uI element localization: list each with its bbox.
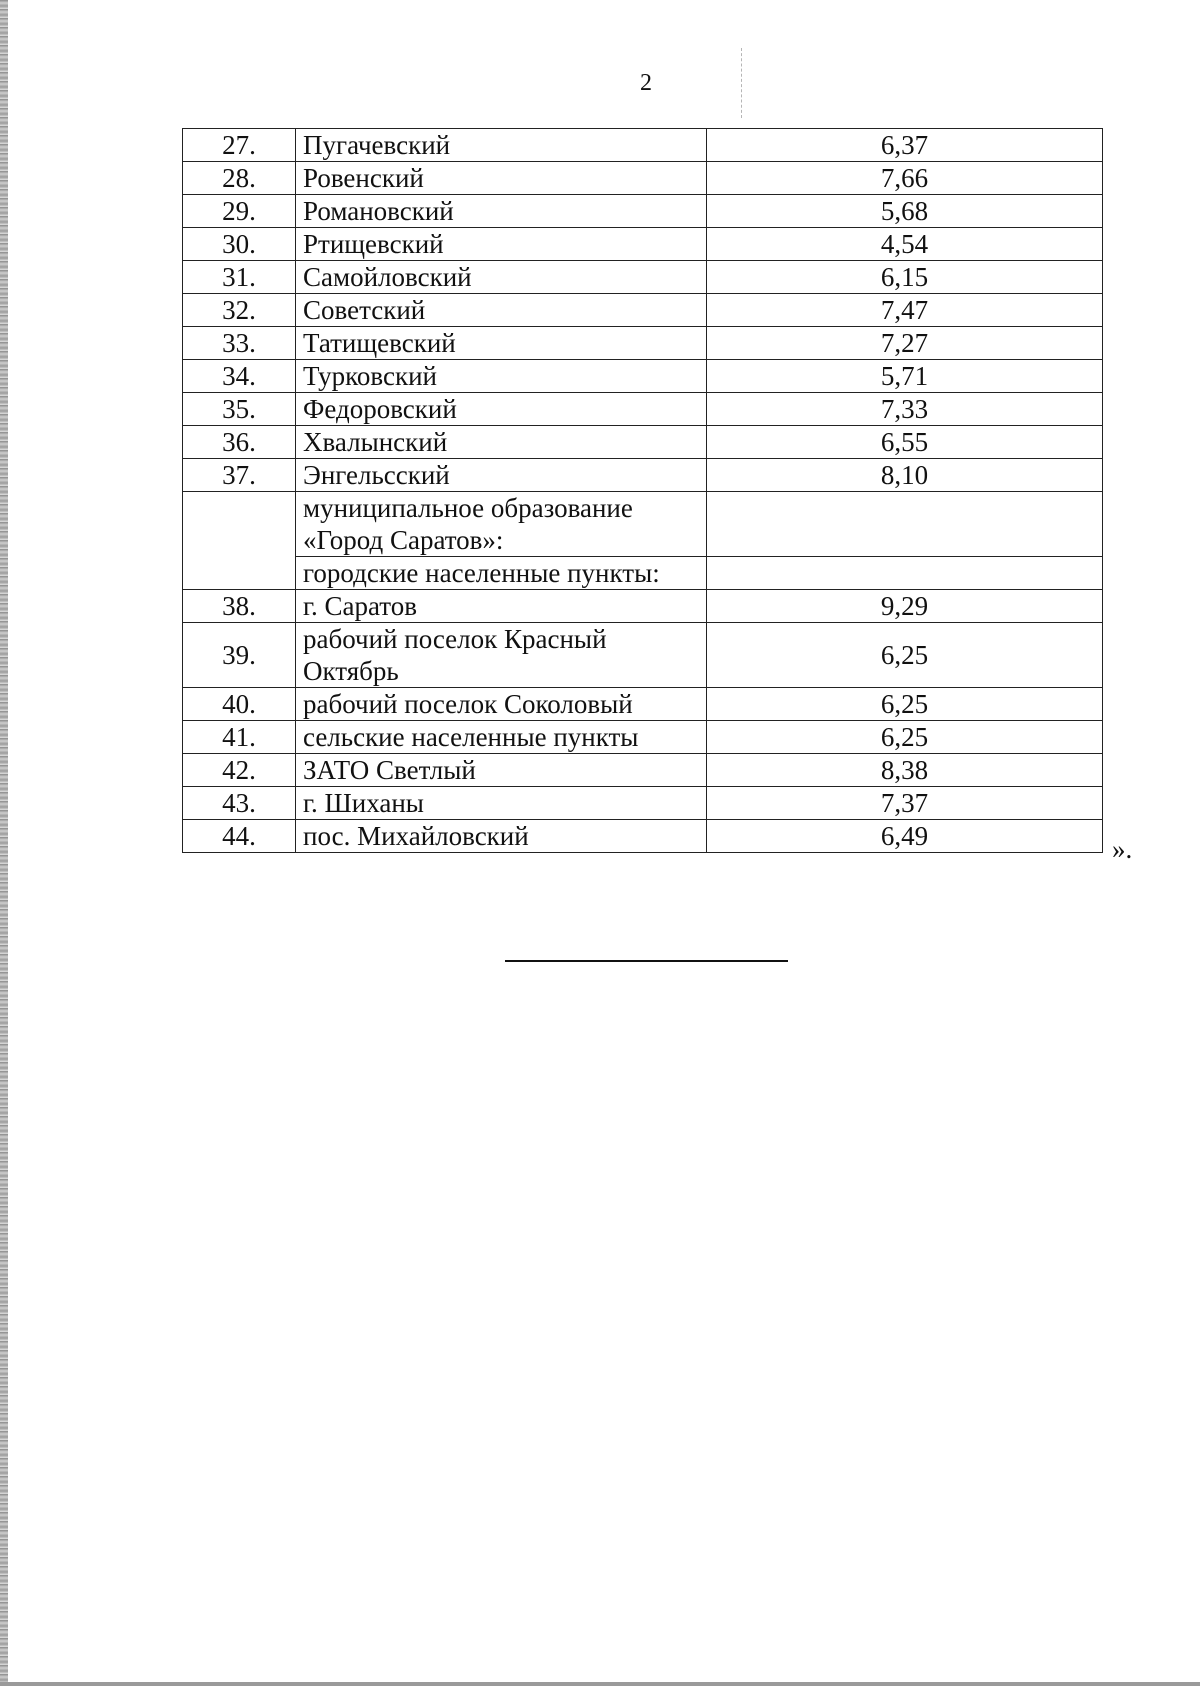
- row-number: 32.: [183, 294, 296, 327]
- row-number: 36.: [183, 426, 296, 459]
- district-name: Пугачевский: [296, 129, 707, 162]
- fold-line: [741, 48, 742, 118]
- district-name: пос. Михайловский: [296, 820, 707, 853]
- table-row-subgroup-header: [183, 557, 1103, 590]
- coefficient-value: 6,25: [707, 688, 1103, 721]
- district-name: рабочий поселок Соколовый: [296, 688, 707, 721]
- coefficient-value: 6,25: [707, 623, 1103, 688]
- row-number: 40.: [183, 688, 296, 721]
- district-name: сельские населенные пункты: [296, 721, 707, 754]
- table-row: [183, 623, 1103, 688]
- district-name: Турковский: [296, 360, 707, 393]
- table-row: [183, 195, 1103, 228]
- subgroup-name: городские населенные пункты:: [296, 557, 707, 590]
- coefficient-value: 6,55: [707, 426, 1103, 459]
- table-row: [183, 327, 1103, 360]
- row-number: 33.: [183, 327, 296, 360]
- row-number: 41.: [183, 721, 296, 754]
- table-row: [183, 360, 1103, 393]
- table-row: [183, 228, 1103, 261]
- district-name: Ртищевский: [296, 228, 707, 261]
- group-name: муниципальное образование «Город Саратов»:: [296, 492, 707, 557]
- district-name: Энгельсский: [296, 459, 707, 492]
- district-name: Советский: [296, 294, 707, 327]
- coefficient-value: 5,68: [707, 195, 1103, 228]
- coefficient-value: [707, 557, 1103, 590]
- coefficient-value: 6,25: [707, 721, 1103, 754]
- table-row: [183, 820, 1103, 853]
- row-number: 30.: [183, 228, 296, 261]
- table-row: [183, 426, 1103, 459]
- district-name: Самойловский: [296, 261, 707, 294]
- scan-edge-left: [0, 0, 8, 1686]
- table-row: [183, 688, 1103, 721]
- district-name: Романовский: [296, 195, 707, 228]
- table-row: [183, 294, 1103, 327]
- table-row: [183, 754, 1103, 787]
- coefficient-value: 9,29: [707, 590, 1103, 623]
- row-number: 35.: [183, 393, 296, 426]
- table-row: [183, 590, 1103, 623]
- coefficient-value: 7,27: [707, 327, 1103, 360]
- table-row-group-header: [183, 492, 1103, 557]
- coefficient-value: 8,10: [707, 459, 1103, 492]
- district-name: Хвалынский: [296, 426, 707, 459]
- row-number: 39.: [183, 623, 296, 688]
- table-row: [183, 721, 1103, 754]
- scan-edge-bottom: [0, 1682, 1200, 1686]
- coefficient-value: 8,38: [707, 754, 1103, 787]
- coefficient-value: 6,37: [707, 129, 1103, 162]
- coefficient-value: 7,66: [707, 162, 1103, 195]
- coefficient-value: 5,71: [707, 360, 1103, 393]
- coefficient-value: 7,37: [707, 787, 1103, 820]
- district-name: Ровенский: [296, 162, 707, 195]
- row-number: 44.: [183, 820, 296, 853]
- coefficient-value: 7,47: [707, 294, 1103, 327]
- table-row: [183, 459, 1103, 492]
- coefficient-table: [182, 128, 1103, 853]
- row-number: 31.: [183, 261, 296, 294]
- row-number: 27.: [183, 129, 296, 162]
- end-rule: [505, 960, 788, 962]
- district-name: ЗАТО Светлый: [296, 754, 707, 787]
- district-name: Федоровский: [296, 393, 707, 426]
- table-row: [183, 162, 1103, 195]
- table-row: [183, 787, 1103, 820]
- table-row: [183, 393, 1103, 426]
- coefficient-value: [707, 492, 1103, 557]
- coefficient-value: 7,33: [707, 393, 1103, 426]
- row-number: 34.: [183, 360, 296, 393]
- table-row: [183, 129, 1103, 162]
- row-number: 42.: [183, 754, 296, 787]
- row-number: 28.: [183, 162, 296, 195]
- row-number: 37.: [183, 459, 296, 492]
- row-number: [183, 492, 296, 590]
- row-number: 29.: [183, 195, 296, 228]
- district-name: г. Саратов: [296, 590, 707, 623]
- district-name: Татищевский: [296, 327, 707, 360]
- table-row: [183, 261, 1103, 294]
- district-name: г. Шиханы: [296, 787, 707, 820]
- coefficient-value: 6,15: [707, 261, 1103, 294]
- row-number: 43.: [183, 787, 296, 820]
- coefficient-value: 6,49: [707, 820, 1103, 853]
- closing-quote: ».: [1112, 834, 1133, 864]
- page-number: 2: [640, 70, 652, 96]
- row-number: 38.: [183, 590, 296, 623]
- district-name: рабочий поселок Красный Октябрь: [296, 623, 707, 688]
- coefficient-value: 4,54: [707, 228, 1103, 261]
